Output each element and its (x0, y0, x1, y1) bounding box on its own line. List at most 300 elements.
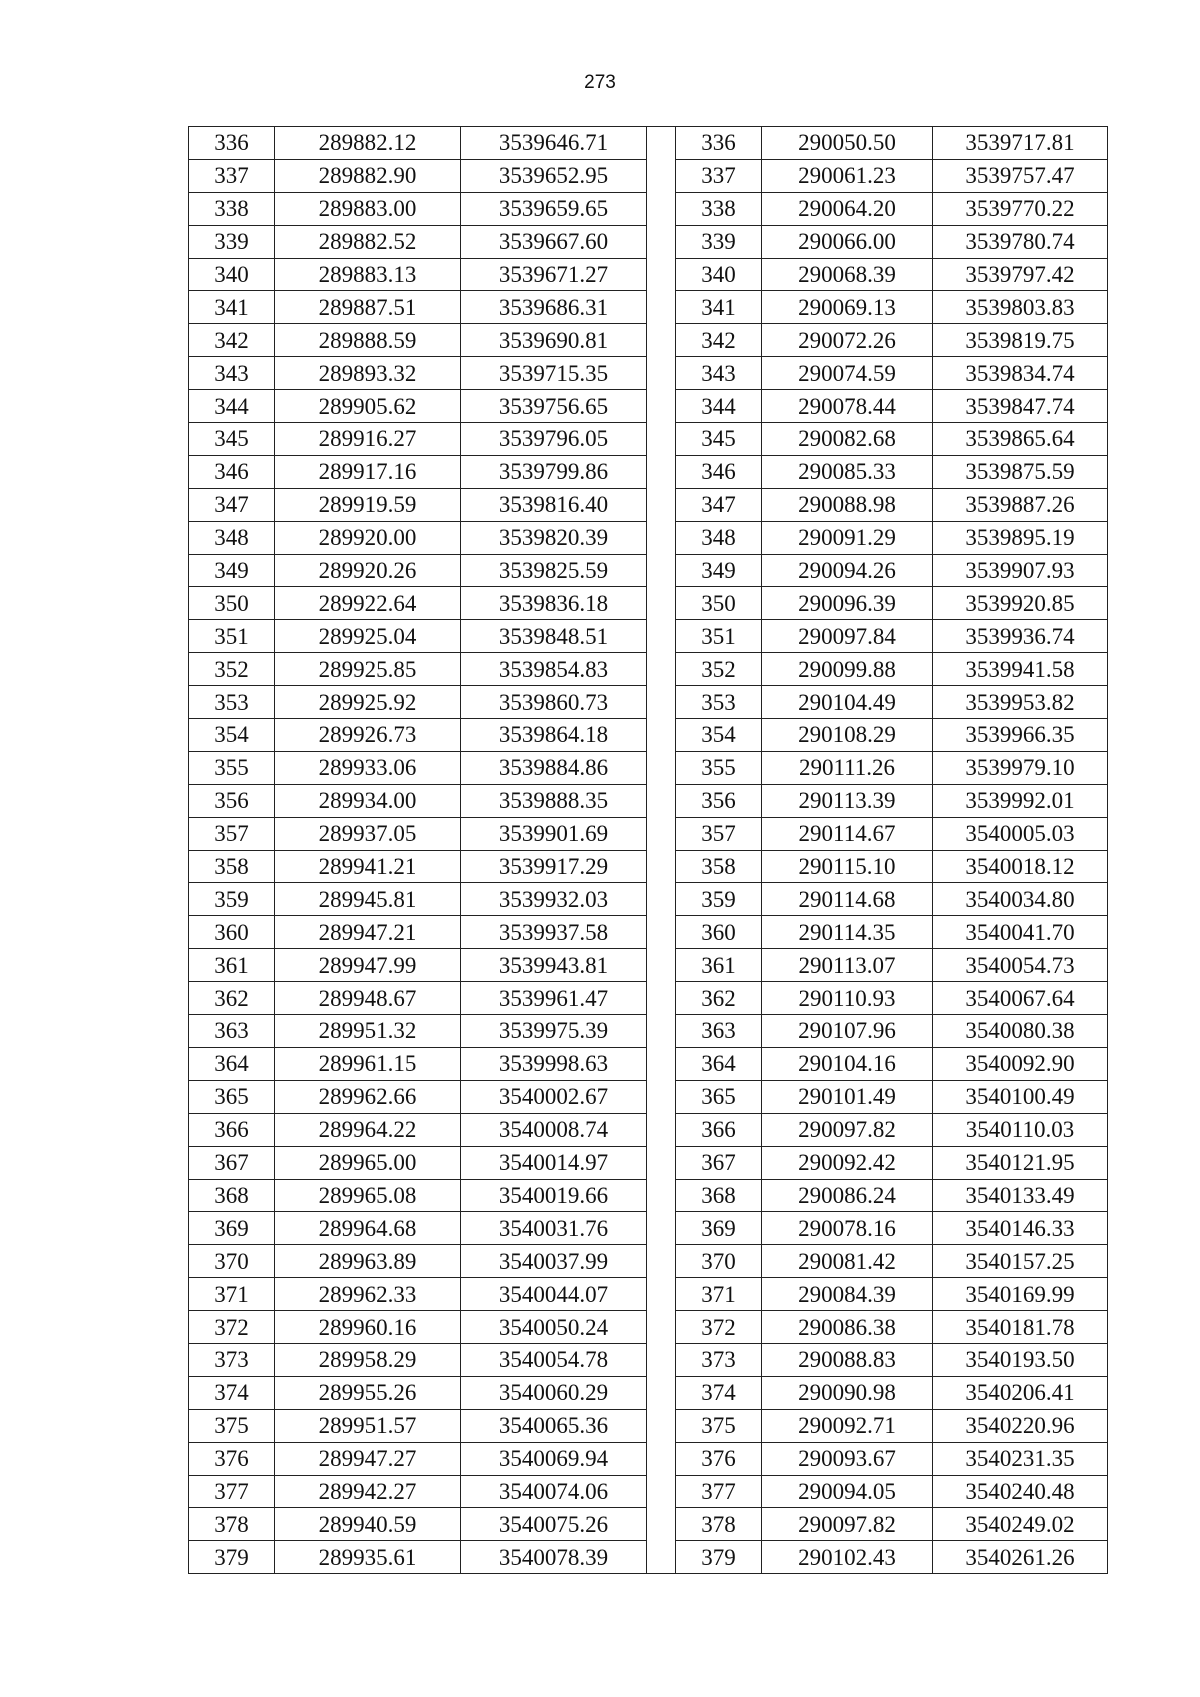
left-point-id-cell: 372 (189, 1311, 275, 1344)
left-x-cell: 289942.27 (275, 1475, 461, 1508)
right-x-cell: 290108.29 (762, 719, 933, 752)
separator-cell (647, 291, 676, 324)
table-row (189, 225, 1108, 258)
right-point-id-cell: 358 (676, 850, 762, 883)
right-y-cell: 3540261.26 (933, 1541, 1108, 1574)
right-point-id-cell: 339 (676, 225, 762, 258)
right-point-id-cell: 363 (676, 1015, 762, 1048)
right-point-id-cell: 354 (676, 719, 762, 752)
right-y-cell: 3539992.01 (933, 784, 1108, 817)
right-point-id-cell: 346 (676, 455, 762, 488)
left-x-cell: 289905.62 (275, 390, 461, 423)
left-x-cell: 289933.06 (275, 751, 461, 784)
left-y-cell: 3539888.35 (461, 784, 647, 817)
table-row (189, 1376, 1108, 1409)
left-y-cell: 3539796.05 (461, 423, 647, 456)
left-x-cell: 289926.73 (275, 719, 461, 752)
left-y-cell: 3539799.86 (461, 455, 647, 488)
table-row (189, 554, 1108, 587)
right-x-cell: 290066.00 (762, 225, 933, 258)
table-row (189, 1409, 1108, 1442)
left-x-cell: 289958.29 (275, 1343, 461, 1376)
right-x-cell: 290094.26 (762, 554, 933, 587)
right-point-id-cell: 336 (676, 127, 762, 160)
right-y-cell: 3539875.59 (933, 455, 1108, 488)
right-x-cell: 290085.33 (762, 455, 933, 488)
separator-cell (647, 488, 676, 521)
left-y-cell: 3539825.59 (461, 554, 647, 587)
table-row (189, 390, 1108, 423)
left-point-id-cell: 359 (189, 883, 275, 916)
left-point-id-cell: 368 (189, 1179, 275, 1212)
right-y-cell: 3539920.85 (933, 587, 1108, 620)
table-row (189, 653, 1108, 686)
table-row (189, 1475, 1108, 1508)
left-point-id-cell: 355 (189, 751, 275, 784)
right-point-id-cell: 369 (676, 1212, 762, 1245)
separator-cell (647, 1508, 676, 1541)
separator-cell (647, 390, 676, 423)
separator-cell (647, 1343, 676, 1376)
left-x-cell: 289887.51 (275, 291, 461, 324)
right-point-id-cell: 350 (676, 587, 762, 620)
left-point-id-cell: 377 (189, 1475, 275, 1508)
right-point-id-cell: 368 (676, 1179, 762, 1212)
separator-cell (647, 620, 676, 653)
right-x-cell: 290101.49 (762, 1080, 933, 1113)
left-y-cell: 3539816.40 (461, 488, 647, 521)
left-x-cell: 289893.32 (275, 357, 461, 390)
left-point-id-cell: 371 (189, 1278, 275, 1311)
right-x-cell: 290114.35 (762, 916, 933, 949)
separator-cell (647, 1442, 676, 1475)
left-y-cell: 3539848.51 (461, 620, 647, 653)
left-point-id-cell: 379 (189, 1541, 275, 1574)
right-point-id-cell: 341 (676, 291, 762, 324)
right-point-id-cell: 344 (676, 390, 762, 423)
right-point-id-cell: 347 (676, 488, 762, 521)
left-point-id-cell: 357 (189, 817, 275, 850)
table-row (189, 1212, 1108, 1245)
table-row (189, 686, 1108, 719)
coordinates-table (188, 126, 1108, 1574)
right-point-id-cell: 371 (676, 1278, 762, 1311)
left-y-cell: 3539860.73 (461, 686, 647, 719)
left-point-id-cell: 349 (189, 554, 275, 587)
right-x-cell: 290092.42 (762, 1146, 933, 1179)
left-x-cell: 289935.61 (275, 1541, 461, 1574)
left-x-cell: 289934.00 (275, 784, 461, 817)
right-point-id-cell: 348 (676, 521, 762, 554)
left-x-cell: 289955.26 (275, 1376, 461, 1409)
separator-cell (647, 1047, 676, 1080)
left-y-cell: 3540054.78 (461, 1343, 647, 1376)
right-point-id-cell: 361 (676, 949, 762, 982)
table-row (189, 883, 1108, 916)
separator-cell (647, 817, 676, 850)
table-row (189, 1245, 1108, 1278)
right-y-cell: 3539887.26 (933, 488, 1108, 521)
left-x-cell: 289920.00 (275, 521, 461, 554)
table-row (189, 817, 1108, 850)
left-y-cell: 3539820.39 (461, 521, 647, 554)
left-point-id-cell: 360 (189, 916, 275, 949)
left-x-cell: 289947.99 (275, 949, 461, 982)
right-x-cell: 290068.39 (762, 258, 933, 291)
right-point-id-cell: 352 (676, 653, 762, 686)
left-x-cell: 289888.59 (275, 324, 461, 357)
right-y-cell: 3540067.64 (933, 982, 1108, 1015)
right-y-cell: 3539803.83 (933, 291, 1108, 324)
separator-cell (647, 850, 676, 883)
right-point-id-cell: 357 (676, 817, 762, 850)
table-row (189, 751, 1108, 784)
table-row (189, 1278, 1108, 1311)
right-point-id-cell: 343 (676, 357, 762, 390)
right-y-cell: 3540249.02 (933, 1508, 1108, 1541)
left-point-id-cell: 370 (189, 1245, 275, 1278)
left-point-id-cell: 378 (189, 1508, 275, 1541)
separator-cell (647, 1409, 676, 1442)
table-row (189, 192, 1108, 225)
left-point-id-cell: 362 (189, 982, 275, 1015)
left-x-cell: 289940.59 (275, 1508, 461, 1541)
separator-cell (647, 653, 676, 686)
left-x-cell: 289925.92 (275, 686, 461, 719)
table-row (189, 620, 1108, 653)
separator-cell (647, 159, 676, 192)
separator-cell (647, 916, 676, 949)
separator-cell (647, 455, 676, 488)
left-y-cell: 3539901.69 (461, 817, 647, 850)
left-point-id-cell: 361 (189, 949, 275, 982)
left-y-cell: 3539690.81 (461, 324, 647, 357)
separator-cell (647, 784, 676, 817)
left-y-cell: 3540008.74 (461, 1113, 647, 1146)
table-row (189, 949, 1108, 982)
right-point-id-cell: 337 (676, 159, 762, 192)
separator-cell (647, 225, 676, 258)
right-x-cell: 290081.42 (762, 1245, 933, 1278)
left-x-cell: 289964.68 (275, 1212, 461, 1245)
right-x-cell: 290061.23 (762, 159, 933, 192)
left-point-id-cell: 337 (189, 159, 275, 192)
table-row (189, 521, 1108, 554)
left-y-cell: 3540069.94 (461, 1442, 647, 1475)
separator-cell (647, 1113, 676, 1146)
left-x-cell: 289922.64 (275, 587, 461, 620)
left-x-cell: 289882.12 (275, 127, 461, 160)
right-x-cell: 290078.44 (762, 390, 933, 423)
right-y-cell: 3539847.74 (933, 390, 1108, 423)
table-row (189, 916, 1108, 949)
right-y-cell: 3540133.49 (933, 1179, 1108, 1212)
left-point-id-cell: 354 (189, 719, 275, 752)
separator-cell (647, 1278, 676, 1311)
right-point-id-cell: 360 (676, 916, 762, 949)
separator-cell (647, 423, 676, 456)
right-y-cell: 3539936.74 (933, 620, 1108, 653)
left-y-cell: 3540014.97 (461, 1146, 647, 1179)
table-row (189, 1508, 1108, 1541)
left-y-cell: 3539854.83 (461, 653, 647, 686)
right-x-cell: 290097.82 (762, 1508, 933, 1541)
right-y-cell: 3540110.03 (933, 1113, 1108, 1146)
right-y-cell: 3539797.42 (933, 258, 1108, 291)
right-y-cell: 3539895.19 (933, 521, 1108, 554)
table-body (189, 127, 1108, 1574)
right-x-cell: 290094.05 (762, 1475, 933, 1508)
separator-cell (647, 1475, 676, 1508)
left-point-id-cell: 346 (189, 455, 275, 488)
right-point-id-cell: 349 (676, 554, 762, 587)
page-number: 273 (584, 72, 616, 93)
right-y-cell: 3540231.35 (933, 1442, 1108, 1475)
right-point-id-cell: 373 (676, 1343, 762, 1376)
right-y-cell: 3540181.78 (933, 1311, 1108, 1344)
left-x-cell: 289962.33 (275, 1278, 461, 1311)
left-x-cell: 289965.08 (275, 1179, 461, 1212)
left-point-id-cell: 338 (189, 192, 275, 225)
right-x-cell: 290107.96 (762, 1015, 933, 1048)
left-y-cell: 3539917.29 (461, 850, 647, 883)
right-x-cell: 290091.29 (762, 521, 933, 554)
table-row (189, 1343, 1108, 1376)
table-row (189, 1442, 1108, 1475)
right-point-id-cell: 366 (676, 1113, 762, 1146)
table-row (189, 291, 1108, 324)
left-x-cell: 289963.89 (275, 1245, 461, 1278)
right-point-id-cell: 374 (676, 1376, 762, 1409)
right-x-cell: 290099.88 (762, 653, 933, 686)
table-row (189, 423, 1108, 456)
right-x-cell: 290084.39 (762, 1278, 933, 1311)
left-x-cell: 289919.59 (275, 488, 461, 521)
left-y-cell: 3540075.26 (461, 1508, 647, 1541)
right-y-cell: 3540041.70 (933, 916, 1108, 949)
left-x-cell: 289917.16 (275, 455, 461, 488)
right-point-id-cell: 338 (676, 192, 762, 225)
left-x-cell: 289883.13 (275, 258, 461, 291)
left-point-id-cell: 341 (189, 291, 275, 324)
left-y-cell: 3539943.81 (461, 949, 647, 982)
left-point-id-cell: 345 (189, 423, 275, 456)
table-row (189, 1113, 1108, 1146)
separator-cell (647, 127, 676, 160)
right-x-cell: 290104.49 (762, 686, 933, 719)
left-point-id-cell: 356 (189, 784, 275, 817)
left-y-cell: 3539671.27 (461, 258, 647, 291)
right-x-cell: 290096.39 (762, 587, 933, 620)
separator-cell (647, 587, 676, 620)
left-y-cell: 3539961.47 (461, 982, 647, 1015)
separator-cell (647, 1015, 676, 1048)
right-y-cell: 3540193.50 (933, 1343, 1108, 1376)
left-point-id-cell: 363 (189, 1015, 275, 1048)
right-x-cell: 290102.43 (762, 1541, 933, 1574)
left-point-id-cell: 365 (189, 1080, 275, 1113)
separator-cell (647, 1376, 676, 1409)
right-y-cell: 3540206.41 (933, 1376, 1108, 1409)
left-point-id-cell: 339 (189, 225, 275, 258)
left-y-cell: 3540060.29 (461, 1376, 647, 1409)
left-point-id-cell: 367 (189, 1146, 275, 1179)
left-y-cell: 3539884.86 (461, 751, 647, 784)
right-y-cell: 3540240.48 (933, 1475, 1108, 1508)
left-x-cell: 289951.32 (275, 1015, 461, 1048)
separator-cell (647, 1146, 676, 1179)
table-row (189, 784, 1108, 817)
separator-cell (647, 1080, 676, 1113)
left-y-cell: 3540078.39 (461, 1541, 647, 1574)
left-x-cell: 289882.52 (275, 225, 461, 258)
right-y-cell: 3539979.10 (933, 751, 1108, 784)
left-point-id-cell: 375 (189, 1409, 275, 1442)
right-x-cell: 290072.26 (762, 324, 933, 357)
left-x-cell: 289948.67 (275, 982, 461, 1015)
separator-cell (647, 258, 676, 291)
right-point-id-cell: 378 (676, 1508, 762, 1541)
left-x-cell: 289937.05 (275, 817, 461, 850)
right-y-cell: 3540121.95 (933, 1146, 1108, 1179)
table-row (189, 258, 1108, 291)
right-x-cell: 290113.39 (762, 784, 933, 817)
right-point-id-cell: 340 (676, 258, 762, 291)
right-point-id-cell: 372 (676, 1311, 762, 1344)
left-point-id-cell: 350 (189, 587, 275, 620)
right-point-id-cell: 370 (676, 1245, 762, 1278)
table-row (189, 159, 1108, 192)
right-x-cell: 290074.59 (762, 357, 933, 390)
right-point-id-cell: 345 (676, 423, 762, 456)
right-point-id-cell: 359 (676, 883, 762, 916)
separator-cell (647, 324, 676, 357)
right-x-cell: 290114.67 (762, 817, 933, 850)
separator-cell (647, 982, 676, 1015)
table-row (189, 850, 1108, 883)
table-row (189, 1146, 1108, 1179)
left-point-id-cell: 352 (189, 653, 275, 686)
right-y-cell: 3539941.58 (933, 653, 1108, 686)
left-x-cell: 289947.27 (275, 1442, 461, 1475)
left-y-cell: 3540037.99 (461, 1245, 647, 1278)
table-row (189, 982, 1108, 1015)
left-y-cell: 3539864.18 (461, 719, 647, 752)
right-y-cell: 3540100.49 (933, 1080, 1108, 1113)
separator-cell (647, 1179, 676, 1212)
separator-cell (647, 521, 676, 554)
right-y-cell: 3540220.96 (933, 1409, 1108, 1442)
left-y-cell: 3539646.71 (461, 127, 647, 160)
left-y-cell: 3539836.18 (461, 587, 647, 620)
table-row (189, 1179, 1108, 1212)
left-point-id-cell: 376 (189, 1442, 275, 1475)
right-point-id-cell: 356 (676, 784, 762, 817)
table-row (189, 587, 1108, 620)
table-row (189, 1080, 1108, 1113)
left-y-cell: 3539686.31 (461, 291, 647, 324)
table-row (189, 357, 1108, 390)
left-x-cell: 289947.21 (275, 916, 461, 949)
left-y-cell: 3539659.65 (461, 192, 647, 225)
right-point-id-cell: 367 (676, 1146, 762, 1179)
right-y-cell: 3539819.75 (933, 324, 1108, 357)
right-y-cell: 3539770.22 (933, 192, 1108, 225)
right-x-cell: 290115.10 (762, 850, 933, 883)
left-point-id-cell: 351 (189, 620, 275, 653)
left-y-cell: 3540050.24 (461, 1311, 647, 1344)
right-y-cell: 3539757.47 (933, 159, 1108, 192)
right-x-cell: 290092.71 (762, 1409, 933, 1442)
separator-cell (647, 1541, 676, 1574)
right-y-cell: 3540054.73 (933, 949, 1108, 982)
left-y-cell: 3540074.06 (461, 1475, 647, 1508)
right-point-id-cell: 342 (676, 324, 762, 357)
left-point-id-cell: 340 (189, 258, 275, 291)
right-x-cell: 290050.50 (762, 127, 933, 160)
left-x-cell: 289945.81 (275, 883, 461, 916)
right-x-cell: 290090.98 (762, 1376, 933, 1409)
separator-cell (647, 751, 676, 784)
table-row (189, 1541, 1108, 1574)
right-x-cell: 290082.68 (762, 423, 933, 456)
left-point-id-cell: 373 (189, 1343, 275, 1376)
right-x-cell: 290088.83 (762, 1343, 933, 1376)
separator-cell (647, 1245, 676, 1278)
left-x-cell: 289961.15 (275, 1047, 461, 1080)
right-point-id-cell: 362 (676, 982, 762, 1015)
left-point-id-cell: 374 (189, 1376, 275, 1409)
right-x-cell: 290088.98 (762, 488, 933, 521)
right-x-cell: 290069.13 (762, 291, 933, 324)
right-x-cell: 290111.26 (762, 751, 933, 784)
separator-cell (647, 949, 676, 982)
separator-cell (647, 1212, 676, 1245)
right-point-id-cell: 375 (676, 1409, 762, 1442)
right-x-cell: 290097.84 (762, 620, 933, 653)
left-point-id-cell: 358 (189, 850, 275, 883)
left-x-cell: 289965.00 (275, 1146, 461, 1179)
table-row (189, 127, 1108, 160)
left-y-cell: 3540031.76 (461, 1212, 647, 1245)
right-point-id-cell: 365 (676, 1080, 762, 1113)
left-y-cell: 3539756.65 (461, 390, 647, 423)
table-row (189, 488, 1108, 521)
right-x-cell: 290078.16 (762, 1212, 933, 1245)
left-point-id-cell: 347 (189, 488, 275, 521)
right-y-cell: 3540080.38 (933, 1015, 1108, 1048)
right-y-cell: 3539834.74 (933, 357, 1108, 390)
right-y-cell: 3540157.25 (933, 1245, 1108, 1278)
left-y-cell: 3539932.03 (461, 883, 647, 916)
left-y-cell: 3539975.39 (461, 1015, 647, 1048)
right-y-cell: 3540005.03 (933, 817, 1108, 850)
right-x-cell: 290114.68 (762, 883, 933, 916)
left-point-id-cell: 336 (189, 127, 275, 160)
right-y-cell: 3539966.35 (933, 719, 1108, 752)
separator-cell (647, 192, 676, 225)
right-y-cell: 3540092.90 (933, 1047, 1108, 1080)
table-row (189, 1311, 1108, 1344)
right-y-cell: 3539907.93 (933, 554, 1108, 587)
separator-cell (647, 719, 676, 752)
right-y-cell: 3540146.33 (933, 1212, 1108, 1245)
separator-cell (647, 686, 676, 719)
left-x-cell: 289916.27 (275, 423, 461, 456)
left-point-id-cell: 369 (189, 1212, 275, 1245)
table-row (189, 455, 1108, 488)
left-x-cell: 289925.04 (275, 620, 461, 653)
